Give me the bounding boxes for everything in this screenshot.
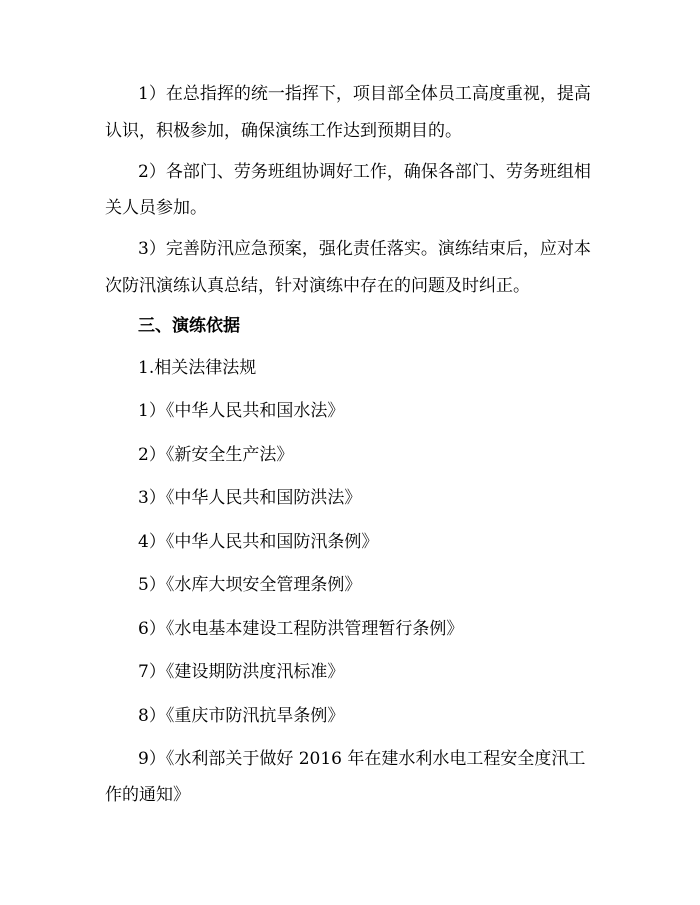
paragraph-3-line-1: 3）完善防汛应急预案，强化责任落实。演练结束后，应对本 [138,239,591,259]
law-item-7: 7）《建设期防洪度汛标准》 [138,662,345,682]
section-heading: 三、演练依据 [138,316,240,336]
paragraph-2-line-2: 关人员参加。 [105,198,207,218]
paragraph-3-line-2: 次防汛演练认真总结，针对演练中存在的问题及时纠正。 [105,276,530,296]
law-item-8: 8）《重庆市防汛抗旱条例》 [138,706,345,726]
law-item-6: 6）《水电基本建设工程防洪管理暂行条例》 [138,619,464,639]
law-item-4: 4）《中华人民共和国防汛条例》 [138,532,379,552]
law-item-9-line-2: 作的通知》 [105,785,190,805]
paragraph-1-line-1: 1）在总指挥的统一指挥下，项目部全体员工高度重视，提高 [138,84,591,104]
subheading: 1.相关法律法规 [138,358,257,378]
law-item-5: 5）《水库大坝安全管理条例》 [138,575,362,595]
law-item-9-line-1: 9）《水利部关于做好 2016 年在建水利水电工程安全度汛工 [138,749,586,769]
law-item-2: 2）《新安全生产法》 [138,445,294,465]
law-item-1: 1）《中华人民共和国水法》 [138,401,345,421]
law-item-3: 3）《中华人民共和国防洪法》 [138,488,362,508]
paragraph-2-line-1: 2）各部门、劳务班组协调好工作，确保各部门、劳务班组相 [138,162,591,182]
paragraph-1-line-2: 认识，积极参加，确保演练工作达到预期目的。 [105,121,462,141]
